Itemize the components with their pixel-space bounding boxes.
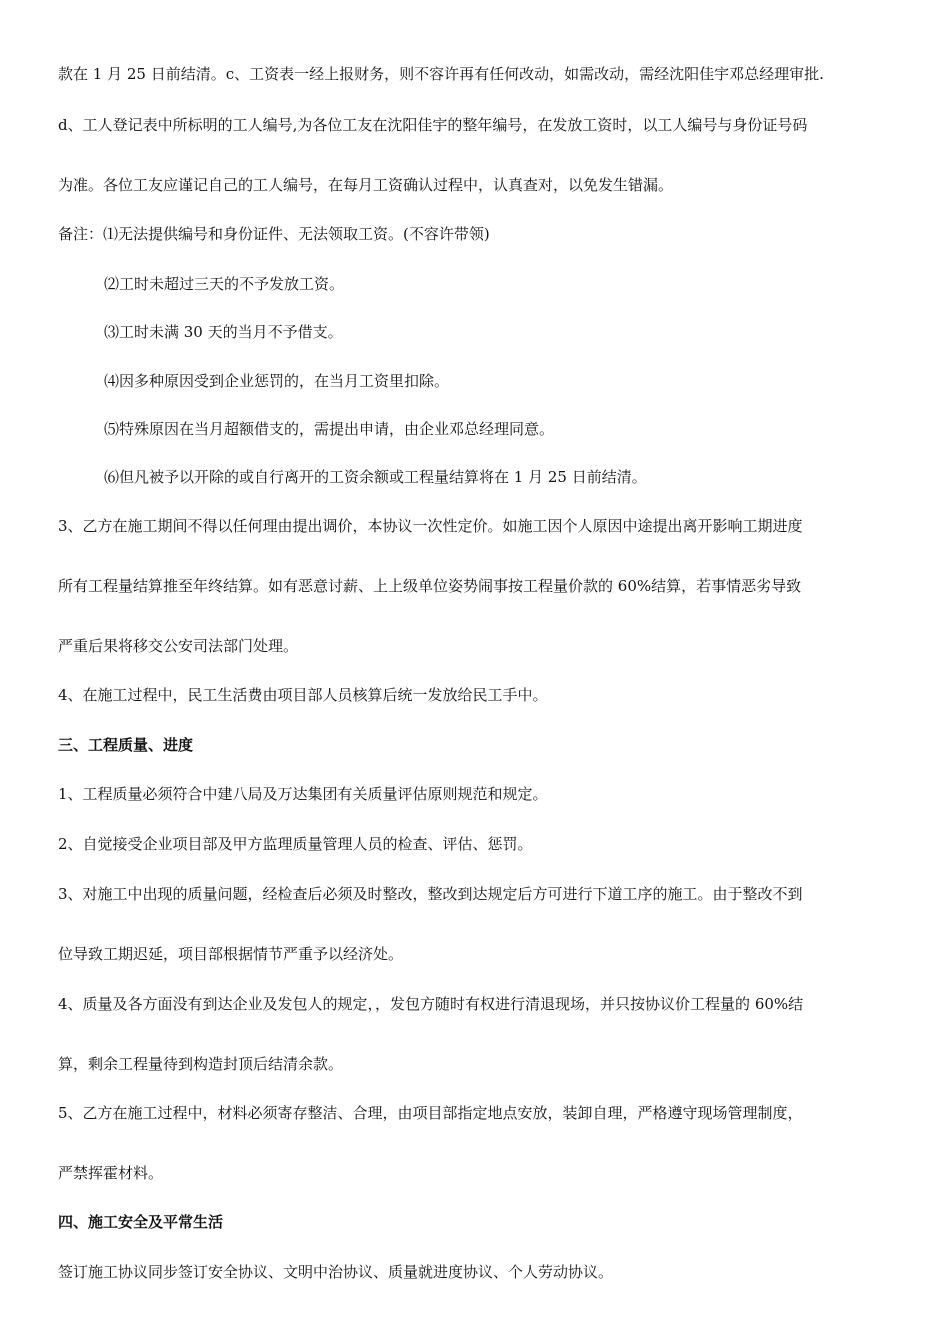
paragraph-line: 5、乙方在施工过程中，材料必须寄存整洁、合理，由项目部指定地点安放，装卸自理，严格遵守现场管理制度，	[58, 1104, 803, 1122]
note-item: ⑹但凡被予以开除的或自行离开的工资余额或工程量结算将在 1 月 25 日前结清。	[104, 468, 647, 486]
section-heading: 四、施工安全及平常生活	[58, 1213, 224, 1231]
paragraph-line: 4、在施工过程中，民工生活费由项目部人员核算后统一发放给民工手中。	[58, 686, 548, 704]
paragraph-line: 3、对施工中出现的质量问题，经检查后必须及时整改，整改到达规定后方可进行下道工序的施工。由于整改不到	[58, 885, 803, 903]
note-item: ⑵工时未超过三天的不予发放工资。	[104, 275, 345, 293]
paragraph-line: 款在 1 月 25 日前结清。c、工资表一经上报财务，则不容许再有任何改动，如需改动，需经沈阳佳宇邓总经理审批.	[58, 65, 824, 83]
paragraph-line: 严重后果将移交公安司法部门处理。	[58, 637, 299, 655]
paragraph-line: d、工人登记表中所标明的工人编号,为各位工友在沈阳佳宇的整年编号，在发放工资时，以工人编号与身份证号码	[58, 116, 808, 134]
paragraph-line: 1、工程质量必须符合中建八局及万达集团有关质量评估原则规范和规定。	[58, 785, 548, 803]
note-item: ⑸特殊原因在当月超额借支的，需提出申请，由企业邓总经理同意。	[104, 420, 555, 438]
note-item: ⑶工时未满 30 天的当月不予借支。	[104, 323, 343, 341]
paragraph-line: 严禁挥霍材料。	[58, 1164, 164, 1182]
section-heading: 三、工程质量、进度	[58, 736, 194, 754]
note-item: ⑷因多种原因受到企业惩罚的，在当月工资里扣除。	[104, 372, 450, 390]
paragraph-line: 算，剩余工程量待到构造封顶后结清余款。	[58, 1055, 344, 1073]
paragraph-line: 签订施工协议同步签订安全协议、文明中治协议、质量就进度协议、个人劳动协议。	[58, 1263, 614, 1281]
paragraph-line: 所有工程量结算推至年终结算。如有恶意讨薪、上上级单位姿势闹事按工程量价款的 60%结算，若事情恶劣导致	[58, 577, 802, 595]
paragraph-line: 3、乙方在施工期间不得以任何理由提出调价，本协议一次性定价。如施工因个人原因中途提出离开影响工期进度	[58, 517, 803, 535]
paragraph-line: 为准。各位工友应谨记自己的工人编号，在每月工资确认过程中，认真查对，以免发生错漏。	[58, 176, 674, 194]
paragraph-line: 2、自觉接受企业项目部及甲方监理质量管理人员的检查、评估、惩罚。	[58, 835, 533, 853]
paragraph-line: 位导致工期迟延，项目部根据情节严重予以经济处。	[58, 945, 404, 963]
note-heading: 备注：⑴无法提供编号和身份证件、无法领取工资。(不容许带领)	[58, 225, 490, 243]
paragraph-line: 4、质量及各方面没有到达企业及发包人的规定，，发包方随时有权进行清退现场，并只按协议价工程量的 60%结	[58, 995, 804, 1013]
